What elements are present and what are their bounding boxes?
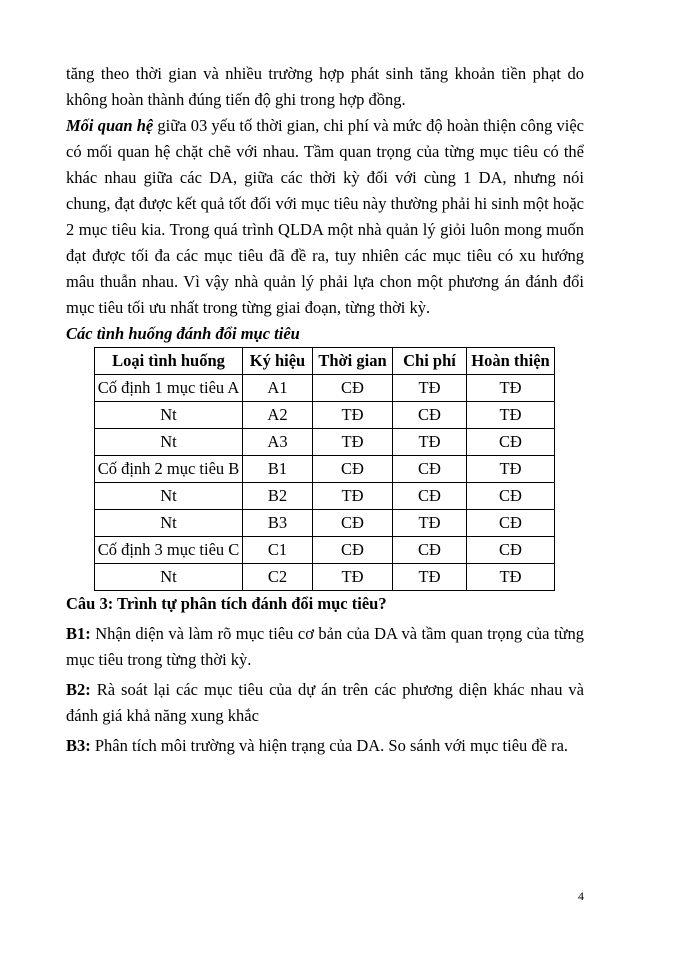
relationship-lead: Mối quan hệ — [66, 116, 154, 135]
table-row — [95, 429, 555, 456]
table-cell: CĐ — [313, 375, 393, 402]
table-cell: Cố định 3 mục tiêu C — [95, 537, 243, 564]
table-cell: Cố định 1 mục tiêu A — [95, 375, 243, 402]
step-b2 — [66, 677, 584, 729]
table-cell: TĐ — [393, 429, 467, 456]
table-cell: TĐ — [393, 375, 467, 402]
step-label: B1: — [66, 624, 91, 643]
table-row — [95, 537, 555, 564]
table-cell: TĐ — [467, 564, 555, 591]
table-cell: CĐ — [393, 456, 467, 483]
table-cell: Nt — [95, 429, 243, 456]
table-cell: TĐ — [393, 564, 467, 591]
table-cell: TĐ — [313, 564, 393, 591]
step-text: Nhận diện và làm rõ mục tiêu cơ bản của DA và tầm quan trọng của từng mục tiêu trong từng thời kỳ. — [66, 624, 584, 669]
table-cell: TĐ — [313, 483, 393, 510]
table-cell: CĐ — [313, 537, 393, 564]
table-cell: CĐ — [313, 456, 393, 483]
header-cell: Loại tình huống — [95, 348, 243, 375]
table-cell: Nt — [95, 510, 243, 537]
table-cell: Nt — [95, 402, 243, 429]
table-cell: CĐ — [467, 537, 555, 564]
table-cell: B1 — [243, 456, 313, 483]
table-cell: B2 — [243, 483, 313, 510]
relationship-paragraph — [66, 113, 584, 321]
table-cell: A2 — [243, 402, 313, 429]
table-cell: TĐ — [313, 402, 393, 429]
table-cell: C1 — [243, 537, 313, 564]
table-row — [95, 564, 555, 591]
table-caption: Các tình huống đánh đổi mục tiêu — [66, 324, 300, 343]
relationship-text: giữa 03 yếu tố thời gian, chi phí và mức độ hoàn thiện công việc có mối quan hệ chặt chẽ với nhau. Tầm quan trọng của từng mục tiêu có thể khác nhau giữa các DA, giữa các thời kỳ đối với cùng 1 DA, nhưng nói chung, đạt được kết quả tốt đối với mục tiêu này thường phải hi sinh một hoặc 2 mục tiêu kia. Trong quá trình QLDA một nhà quản lý giỏi luôn mong muốn đạt được tối đa các mục tiêu đã đề ra, tuy nhiên các mục tiêu có xu hướng mâu thuẫn nhau. Vì vậy nhà quản lý phải lựa chon một phương án đánh đổi mục tiêu tối ưu nhất trong từng giai đoạn, từng thời kỳ. — [66, 116, 584, 317]
step-b1 — [66, 621, 584, 673]
step-text: Rà soát lại các mục tiêu của dự án trên các phương diện khác nhau và đánh giá khả năng xung khắc — [66, 680, 584, 725]
table-cell: TĐ — [467, 456, 555, 483]
table-cell: TĐ — [313, 429, 393, 456]
table-cell: CĐ — [467, 483, 555, 510]
tradeoff-table — [94, 347, 555, 591]
table-cell: Nt — [95, 564, 243, 591]
step-label: B2: — [66, 680, 91, 699]
intro-paragraph: tăng theo thời gian và nhiều trường hợp phát sinh tăng khoản tiền phạt do không hoàn thành đúng tiến độ ghi trong hợp đồng. — [66, 64, 584, 109]
table-row — [95, 456, 555, 483]
table-cell: A3 — [243, 429, 313, 456]
table-cell: CĐ — [393, 537, 467, 564]
table-cell: TĐ — [467, 375, 555, 402]
step-text: Phân tích môi trường và hiện trạng của DA. So sánh với mục tiêu đề ra. — [90, 736, 569, 755]
table-cell: CĐ — [467, 429, 555, 456]
table-row — [95, 402, 555, 429]
header-cell: Ký hiệu — [243, 348, 313, 375]
table-cell: CĐ — [313, 510, 393, 537]
header-cell: Chi phí — [393, 348, 467, 375]
header-cell: Thời gian — [313, 348, 393, 375]
table-header-row — [95, 348, 555, 375]
table-cell: Cố định 2 mục tiêu B — [95, 456, 243, 483]
header-cell: Hoàn thiện — [467, 348, 555, 375]
table-row — [95, 483, 555, 510]
page-number: 4 — [578, 889, 584, 903]
question-heading: Câu 3: Trình tự phân tích đánh đổi mục tiêu? — [66, 594, 387, 613]
table-cell: CĐ — [393, 402, 467, 429]
document-page — [66, 61, 584, 759]
table-row — [95, 375, 555, 402]
step-b3 — [66, 733, 584, 759]
table-cell: B3 — [243, 510, 313, 537]
table-cell: TĐ — [393, 510, 467, 537]
table-body — [95, 375, 555, 591]
table-cell: Nt — [95, 483, 243, 510]
table-cell: CĐ — [393, 483, 467, 510]
table-row — [95, 510, 555, 537]
table-cell: CĐ — [467, 510, 555, 537]
table-cell: TĐ — [467, 402, 555, 429]
table-cell: C2 — [243, 564, 313, 591]
step-label: B3: — [66, 736, 91, 755]
table-cell: A1 — [243, 375, 313, 402]
